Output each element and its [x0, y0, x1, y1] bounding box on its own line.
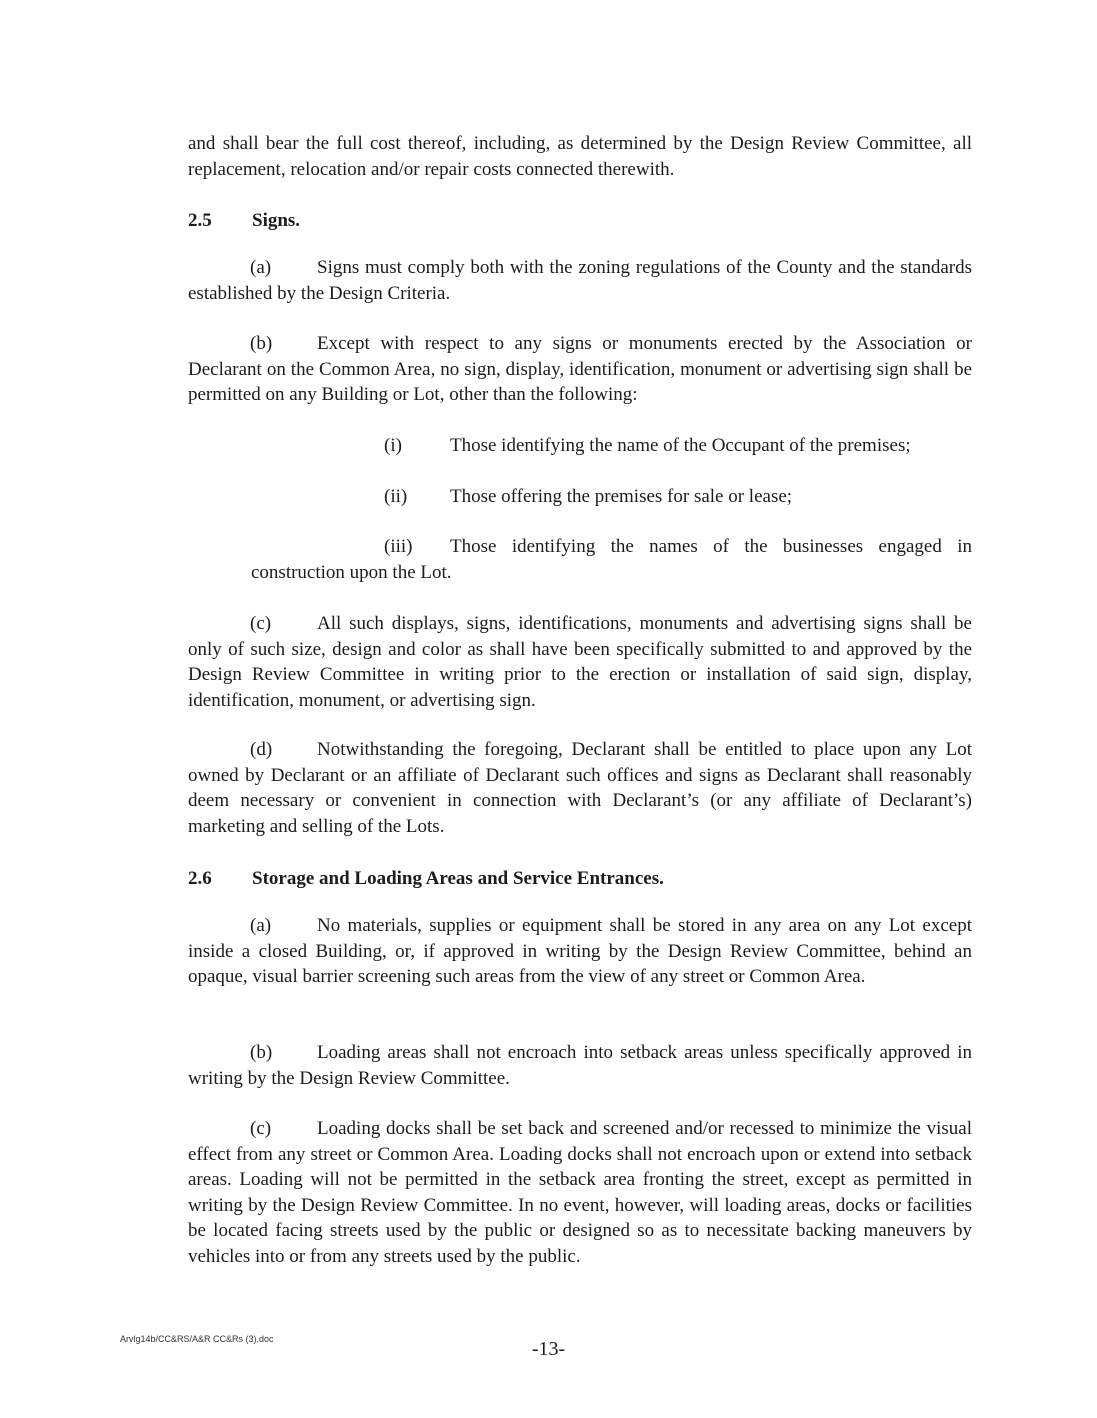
- section-2-5-b-iii: [251, 534, 972, 585]
- section-2-6-b: [188, 1040, 972, 1091]
- section-2-6-c: [188, 1116, 972, 1269]
- section-2-5-d: [188, 737, 972, 839]
- section-number: 2.6: [188, 868, 212, 889]
- item-label: (b): [250, 333, 273, 354]
- section-title: Signs.: [252, 210, 301, 231]
- item-label: (b): [250, 1042, 273, 1063]
- section-title: Storage and Loading Areas and Service Entrances.: [252, 868, 664, 889]
- section-number: 2.5: [188, 210, 212, 231]
- item-label: (a): [250, 257, 272, 278]
- item-text: Notwithstanding the foregoing, Declarant shall be entitled to place upon any Lot owned by Declarant or an affiliate of Declarant such offices and signs as Declarant shall reasonably deem necessary or convenient in connection with Declarant’s (or any affiliate of Declarant’s) marketing and selling of the Lots.: [188, 739, 972, 837]
- item-label: (a): [250, 915, 272, 936]
- item-label: (iii): [384, 536, 413, 557]
- item-label: (d): [250, 739, 273, 760]
- item-text: Those identifying the names of the businesses engaged in construction upon the Lot.: [251, 536, 972, 583]
- item-label: (c): [250, 613, 272, 634]
- section-2-6-a: [188, 913, 972, 990]
- item-text: Those offering the premises for sale or lease;: [450, 486, 793, 507]
- section-2-5-c: [188, 611, 972, 713]
- section-2-6-heading: [188, 866, 972, 892]
- section-2-5-b-ii: [384, 484, 972, 510]
- item-text: Loading areas shall not encroach into setback areas unless specifically approved in writing by the Design Review Committee.: [188, 1042, 972, 1089]
- item-text: Loading docks shall be set back and screened and/or recessed to minimize the visual effect from any street or Common Area. Loading docks shall not encroach upon or extend into setback areas. Loading will not be permitted in the setback area fronting the street, except as permitted in writing by the Design Review Committee. In no event, however, will loading areas, docks or facilities be located facing streets used by the public or designed so as to necessitate backing maneuvers by vehicles into or from any streets used by the public.: [188, 1118, 972, 1267]
- item-label: (i): [384, 435, 402, 456]
- item-text: Signs must comply both with the zoning regulations of the County and the standards established by the Design Criteria.: [188, 257, 972, 304]
- section-2-5-b-i: [384, 433, 972, 459]
- item-text: No materials, supplies or equipment shall be stored in any area on any Lot except inside a closed Building, or, if approved in writing by the Design Review Committee, behind an opaque, visual barrier screening such areas from the view of any street or Common Area.: [188, 915, 972, 987]
- section-2-5-heading: [188, 208, 972, 234]
- footer-file-path: Arvlg14b/CC&RS/A&R CC&Rs (3).doc: [120, 1334, 274, 1344]
- item-text: All such displays, signs, identifications, monuments and advertising signs shall be only of such size, design and color as shall have been specifically submitted to and approved by the Design Review Committee in writing prior to the erection or installation of said sign, display, identification, monument, or advertising sign.: [188, 613, 972, 711]
- section-2-5-a: [188, 255, 972, 306]
- item-label: (c): [250, 1118, 272, 1139]
- page-number: -13-: [531, 1338, 566, 1360]
- item-text: Except with respect to any signs or monuments erected by the Association or Declarant on the Common Area, no sign, display, identification, monument or advertising sign shall be permitted on any Building or Lot, other than the following:: [188, 333, 972, 405]
- item-label: (ii): [384, 486, 408, 507]
- section-2-5-b: [188, 331, 972, 408]
- item-text: Those identifying the name of the Occupant of the premises;: [450, 435, 911, 456]
- intro-paragraph: and shall bear the full cost thereof, including, as determined by the Design Review Committee, all replacement, relocation and/or repair costs connected therewith.: [188, 133, 972, 180]
